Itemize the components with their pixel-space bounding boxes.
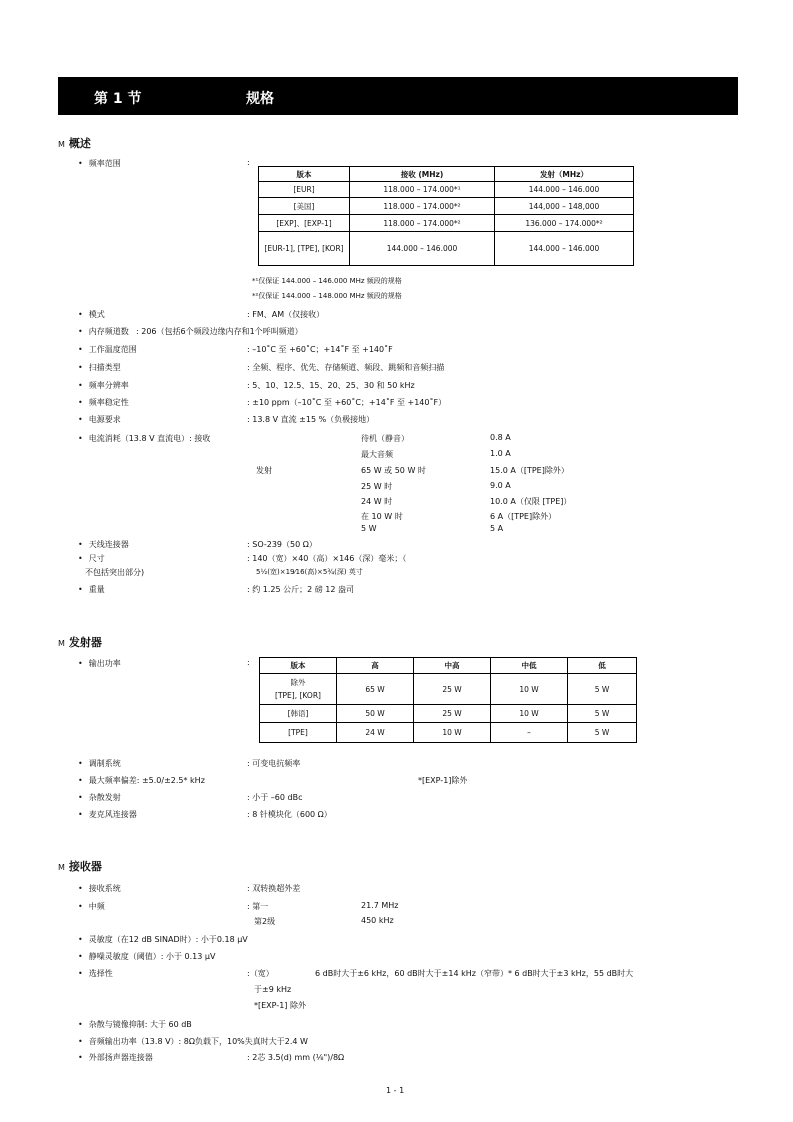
power-req-label: • 电源要求 xyxy=(78,414,121,425)
power-cell: 10 W xyxy=(414,723,491,743)
freq-cell: 144.000 – 146.000 xyxy=(495,232,634,266)
freq-note-1: *¹仅保证 144.000 – 146.000 MHz 频段的规格 xyxy=(252,277,402,285)
section-number: 第 1 节 xyxy=(94,91,142,107)
power-cell: 25 W xyxy=(414,674,491,705)
mic-connector-value: : 8 针模块化（600 Ω） xyxy=(247,810,332,819)
memory-label: • 内存频道数 xyxy=(78,326,129,337)
dimensions-value-2: 5½(宽)×19⁄16(高)×5¾(深) 英寸 xyxy=(256,568,363,576)
current-row-value: 15.0 A（[TPE]除外） xyxy=(490,466,569,475)
power-cell: 50 W xyxy=(337,705,414,723)
transmitter-heading: M 发射器 xyxy=(58,636,102,649)
if-label: • 中频 xyxy=(78,901,105,912)
page-number: 1 - 1 xyxy=(386,1086,405,1095)
memory-value: : 206（包括6个频段边缘内存和1个呼叫频道） xyxy=(136,327,303,336)
current-label: • 电流消耗（13.8 V 直流电）: 接收 xyxy=(78,433,210,444)
if2-value: 450 kHz xyxy=(361,916,394,925)
freq-header-rx: 接收 (MHz) xyxy=(350,167,495,182)
if2-name: 第2级 xyxy=(254,917,276,926)
temp-value: : –10˚C 至 +60˚C；+14˚F 至 +140˚F xyxy=(247,345,393,354)
dimensions-value: : 140（宽）×40（高）×146（深）毫米；（ xyxy=(247,554,407,563)
freq-range-label: • 频率范围 xyxy=(78,158,121,169)
power-cell: 5 W xyxy=(568,723,637,743)
receiver-heading: M 接收器 xyxy=(58,860,102,873)
power-cell: [韩语] xyxy=(260,705,337,723)
power-cell: – xyxy=(491,723,568,743)
current-row-value: 1.0 A xyxy=(490,449,511,458)
section-title: 规格 xyxy=(246,91,274,107)
current-row-name: 5 W xyxy=(361,524,377,533)
step-value: : 5、10、12.5、15、20、25、30 和 50 kHz xyxy=(247,381,415,390)
scan-label: • 扫描类型 xyxy=(78,362,121,373)
weight-label: • 重量 xyxy=(78,584,105,595)
freq-cell: [EXP]、[EXP-1] xyxy=(259,215,350,232)
step-label: • 频率分辨率 xyxy=(78,380,129,391)
power-cell: 除外 [TPE], [KOR] xyxy=(260,674,337,705)
freq-cell: 144.000 – 146.000 xyxy=(350,232,495,266)
rx-system-label: • 接收系统 xyxy=(78,883,121,894)
modulation-label: • 调制系统 xyxy=(78,758,121,769)
if1-value: 21.7 MHz xyxy=(361,901,399,910)
mode-label: • 模式 xyxy=(78,309,105,320)
stability-label: • 频率稳定性 xyxy=(78,397,129,408)
current-row-name: 24 W 时 xyxy=(361,497,393,506)
current-row-value: 0.8 A xyxy=(490,433,511,442)
general-heading: M 概述 xyxy=(58,137,91,150)
current-row-name: 最大音频 xyxy=(361,450,393,459)
mode-value: : FM、AM（仅接收） xyxy=(247,310,325,319)
output-power-colon: : xyxy=(247,658,250,667)
squelch-label: • 静噪灵敏度（阈值）: 小于 0.13 μV xyxy=(78,951,215,962)
antenna-label: • 天线连接器 xyxy=(78,539,129,550)
spurious-label: • 杂散发射 xyxy=(78,792,121,803)
section-header-bar xyxy=(58,77,738,115)
freq-colon: : xyxy=(247,158,250,167)
selectivity-label: • 选择性 xyxy=(78,968,113,979)
current-row-name: 65 W 或 50 W 时 xyxy=(361,466,426,475)
spur-rejection-label: • 杂散与镜像抑制: 大于 60 dB xyxy=(78,1019,192,1030)
ext-speaker-value: : 2芯 3.5(d) mm (⅛")/8Ω xyxy=(247,1053,345,1062)
freq-cell: [EUR-1], [TPE], [KOR] xyxy=(259,232,350,266)
freq-table xyxy=(258,166,634,266)
current-row-name: 在 10 W 时 xyxy=(361,512,403,521)
power-cell: 5 W xyxy=(568,705,637,723)
current-row-name: 待机（静音） xyxy=(361,434,409,443)
power-header: 中低 xyxy=(491,658,568,674)
freq-cell: 118.000 – 174.000*² xyxy=(350,198,495,215)
current-row-value: 9.0 A xyxy=(490,481,511,490)
selectivity-value-2: 于±9 kHz xyxy=(254,985,292,994)
selectivity-value: 6 dB时大于±6 kHz，60 dB时大于±14 kHz（窄带）* 6 dB时大于±3 kHz，55 dB时大 xyxy=(315,969,634,978)
freq-header-tx: 发射（MHz） xyxy=(495,167,634,182)
current-row-value: 6 A（[TPE]除外） xyxy=(490,512,557,521)
deviation-note: *[EXP-1]除外 xyxy=(418,776,468,785)
power-header: 低 xyxy=(568,658,637,674)
current-row-name: 25 W 时 xyxy=(361,482,393,491)
mic-connector-label: • 麦克风连接器 xyxy=(78,809,137,820)
power-header: 中高 xyxy=(414,658,491,674)
stability-value: : ±10 ppm（–10˚C 至 +60˚C；+14˚F 至 +140˚F） xyxy=(247,398,447,407)
power-cell: 5 W xyxy=(568,674,637,705)
selectivity-prefix: :（宽） xyxy=(247,969,274,978)
power-cell: 65 W xyxy=(337,674,414,705)
freq-note-2: *²仅保证 144.000 – 148.000 MHz 频段的规格 xyxy=(252,292,402,300)
antenna-value: : SO-239（50 Ω） xyxy=(247,540,317,549)
scan-value: : 全频、程序、优先、存储频道、频段、跳频和音频扫描 xyxy=(247,363,445,372)
power-cell: 10 W xyxy=(491,674,568,705)
sensitivity-label: • 灵敏度（在12 dB SINAD时）: 小于0.18 μV xyxy=(78,934,248,945)
audio-output-label: • 音频输出功率（13.8 V）: 8Ω负载下，10%失真时大于2.4 W xyxy=(78,1036,308,1047)
power-req-value: : 13.8 V 直流 ±15 %（负极接地） xyxy=(247,415,375,424)
temp-label: • 工作温度范围 xyxy=(78,344,137,355)
spurious-value: : 小于 –60 dBc xyxy=(247,793,303,802)
rx-system-value: : 双转换超外差 xyxy=(247,884,301,893)
current-tx-label: 发射 xyxy=(256,466,272,475)
power-header: 版本 xyxy=(260,658,337,674)
freq-cell: 144,000 – 148,000 xyxy=(495,198,634,215)
freq-cell: [EUR] xyxy=(259,182,350,198)
freq-cell: 118.000 – 174.000*¹ xyxy=(350,182,495,198)
freq-header-version: 版本 xyxy=(259,167,350,182)
power-header: 高 xyxy=(337,658,414,674)
output-power-label: • 输出功率 xyxy=(78,658,121,669)
power-cell: 25 W xyxy=(414,705,491,723)
dimensions-label-2: 不包括突出部分) xyxy=(85,568,145,577)
ext-speaker-label: • 外部扬声器连接器 xyxy=(78,1052,153,1063)
power-cell: 10 W xyxy=(491,705,568,723)
selectivity-note: *[EXP-1] 除外 xyxy=(254,1001,306,1010)
current-row-value: 5 A xyxy=(490,524,504,533)
power-table xyxy=(259,657,637,743)
if1-name: : 第一 xyxy=(247,902,269,911)
current-row-value: 10.0 A（仅限 [TPE]） xyxy=(490,497,572,506)
freq-cell: 118.000 – 174.000*² xyxy=(350,215,495,232)
freq-cell: 144.000 – 146.000 xyxy=(495,182,634,198)
deviation-label: • 最大频率偏差: ±5.0/±2.5* kHz xyxy=(78,775,205,786)
power-cell: 24 W xyxy=(337,723,414,743)
dimensions-label: • 尺寸 xyxy=(78,553,105,564)
freq-cell: [美国] xyxy=(259,198,350,215)
freq-cell: 136.000 – 174.000*² xyxy=(495,215,634,232)
power-cell: [TPE] xyxy=(260,723,337,743)
modulation-value: : 可变电抗频率 xyxy=(247,759,301,768)
weight-value: : 约 1.25 公斤；2 磅 12 盎司 xyxy=(247,585,355,594)
